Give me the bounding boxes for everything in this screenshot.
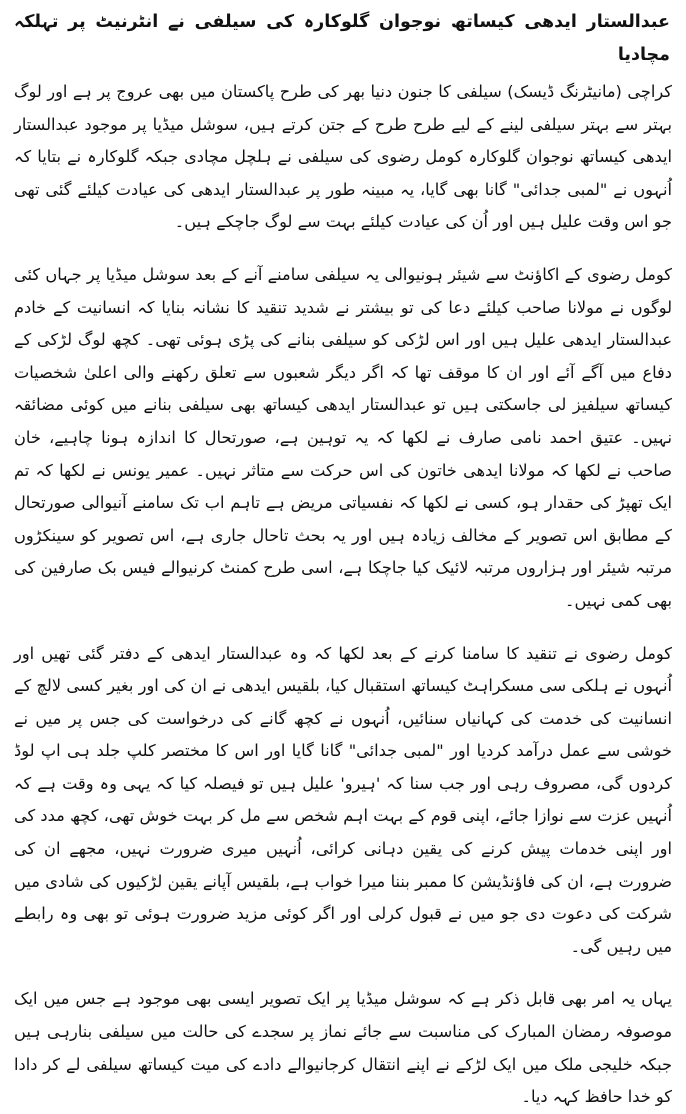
- article-paragraph-2: کومل رضوی کے اکاؤنٹ سے شیئر ہونیوالی یہ سیلفی سامنے آنے کے بعد سوشل میڈیا پر جہاں کئی لوگوں نے مولانا صاحب کیلئے دعا کی تو بیشتر نے شدید تنقید کا نشانہ بنایا کہ انسانیت کے خادم عبدالستار ایدھی علیل ہیں اور اس لڑکی کو سیلفی بنانے کی پڑی ہوئی تھی۔ کچھ لوگ لڑکی کے دفاع میں آگے آئے اور ان کا موقف تھا کہ اگر دیگر شعبوں سے تعلق رکھنے والی اعلیٰ شخصیات کیساتھ سیلفیز لی جاسکتی ہیں تو عبدالستار ایدھی کیساتھ بھی سیلفی بنانے میں کوئی مضائقہ نہیں۔ عتیق احمد نامی صارف نے لکھا کہ یہ توہین ہے، صورتحال کا اندازہ ہونا چاہیے، خان صاحب نے لکھا کہ مولانا ایدھی خاتون کی اس حرکت سے متاثر نہیں۔ عمیر یونس نے لکھا کہ تم ایک تھپڑ کی حقدار ہو، کسی نے لکھا کہ نفسیاتی مریض ہے تاہم اب تک سامنے آنیوالی صورتحال کے مطابق اس تصویر کے مخالف زیادہ ہیں اور یہ بحث تاحال جاری ہے، اس تصویر کو سینکڑوں مرتبہ شیئر اور ہزاروں مرتبہ لائیک کیا جاچکا ہے، اسی طرح کمنٹ کرنیوالے فیس بک صارفین کی بھی کمی نہیں۔: [14, 264, 672, 610]
- article-paragraph-3: کومل رضوی نے تنقید کا سامنا کرنے کے بعد لکھا کہ وہ عبدالستار ایدھی کے دفتر گئی تھیں اور اُنہوں نے ہلکی سی مسکراہٹ کیساتھ استقبال کیا، بلقیس ایدھی نے ان کی اور بغیر کسی لالچ کے انسانیت کی خدمت کی کہانیاں سنائیں، اُنہوں نے کچھ گانے کی درخواست کی جس پر میں نے خوشی سے عمل درآمد کردیا اور "لمبی جدائی" گانا گایا اور اس کا مختصر کلپ جلد ہی اپ لوڈ کردوں گی، مصروف رہی اور جب سنا کہ 'ہیرو' علیل ہیں تو فیصلہ کیا کہ یہی وہ وقت ہے کہ اُنہیں عزت سے نوازا جائے، اپنی قوم کے بہت اہم شخص سے مل کر بہت خوش تھی، کچھ مدد کی اور اپنی خدمات پیش کرنے کی یقین دہانی کرائی، اُنہیں میری ضرورت نہیں، مجھے ان کی ضرورت ہے، ان کی فاؤنڈیشن کا ممبر بننا میرا خواب ہے، بلقیس آپانے یقین لڑکیوں کی شادی میں شرکت کی دعوت دی جو میں نے قبول کرلی اور اگر کوئی مزید ضرورت ہوئی تو بھی وہ رابطے میں رہیں گی۔: [14, 643, 672, 956]
- article-paragraph-1: کراچی (مانیٹرنگ ڈیسک) سیلفی کا جنون دنیا بھر کی طرح پاکستان میں بھی عروج پر ہے اور لوگ بہتر سے بہتر سیلفی لینے کے لیے طرح طرح کے جتن کرتے ہیں، سوشل میڈیا پر موجود عبدالستار ایدھی کیساتھ نوجوان گلوکارہ کومل رضوی کی سیلفی نے ہلچل مچادی جبکہ گلوکارہ نے بتایا کہ اُنہوں نے "لمبی جدائی" گانا بھی گایا، یہ مبینہ طور پر عبدالستار ایدھی کی عیادت کیلئے گئی تھی جو اس وقت علیل ہیں اور اُن کی عیادت کیلئے بہت سے لوگ جاچکے ہیں۔: [14, 82, 672, 232]
- article-paragraph-4: یہاں یہ امر بھی قابل ذکر ہے کہ سوشل میڈیا پر ایک تصویر ایسی بھی موجود ہے جس میں ایک موصوفہ رمضان المبارک کی مناسبت سے جائے نماز پر سجدے کی حالت میں سیلفی بنارہی ہیں جبکہ خلیجی ملک میں ایک لڑکے نے اپنے انتقال کرجانیوالے دادے کی میت کیساتھ سیلفی لے کر دادا کو خدا حافظ کہہ دیا۔: [14, 989, 672, 1107]
- article-headline: عبدالستار ایدھی کیساتھ نوجوان گلوکارہ کی سیلفی نے انٹرنیٹ پر تہلکہ مچادیا: [14, 12, 670, 65]
